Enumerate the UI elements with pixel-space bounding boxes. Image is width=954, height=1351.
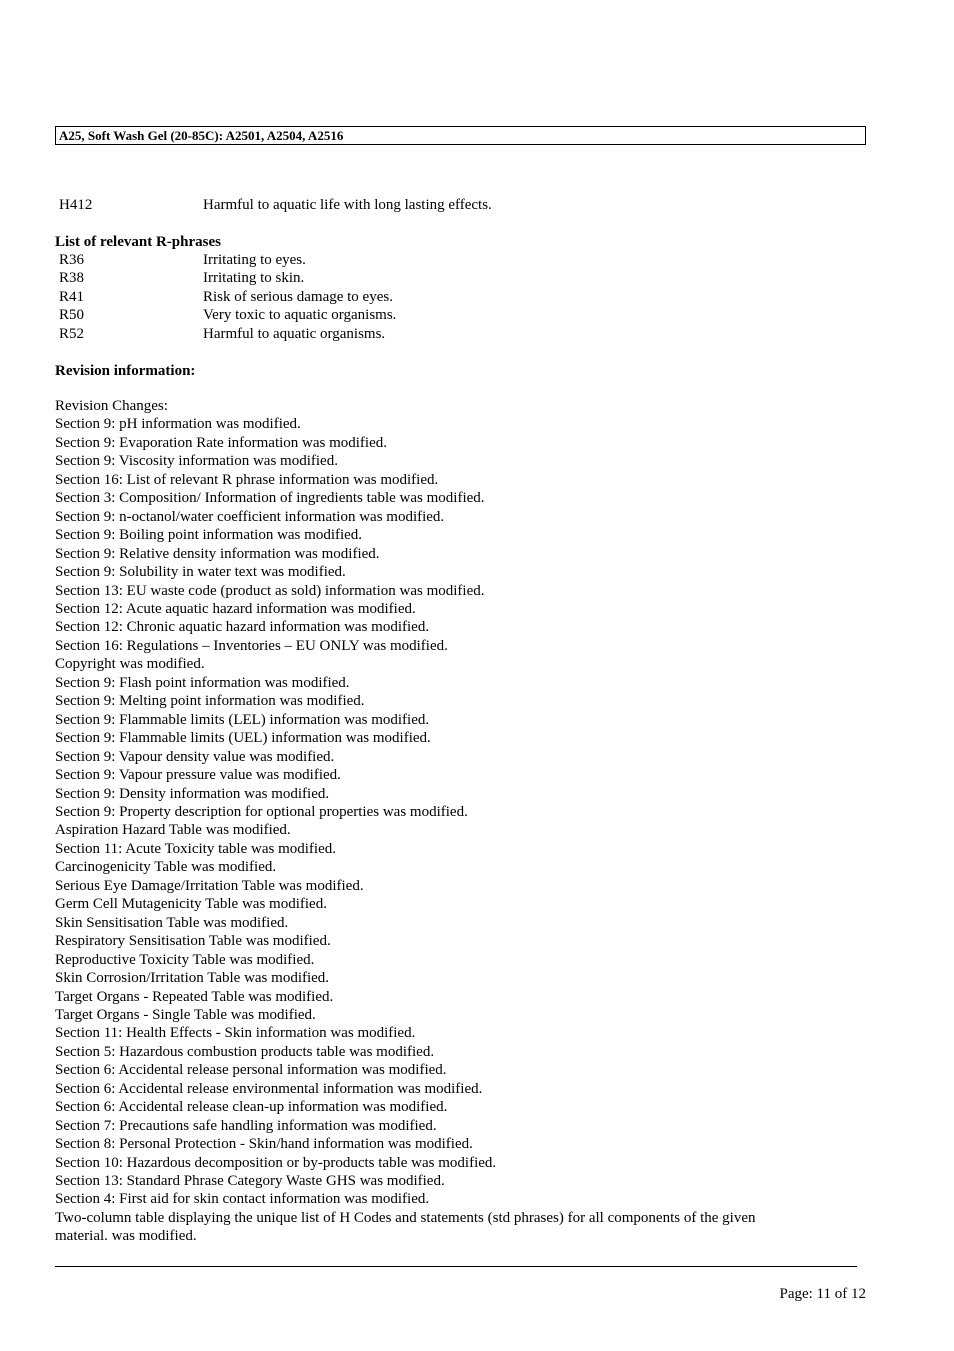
revision-list [55,397,855,1246]
revision-item: Section 16: List of relevant R phrase information was modified. [55,471,439,488]
document-header [55,126,866,145]
revision-item: Revision Changes: [55,398,168,414]
r-phrase-text: Irritating to eyes. [203,252,306,268]
revision-item: Section 9: Evaporation Rate information was modified. [55,434,388,451]
revision-item: Section 9: pH information was modified. [55,416,301,433]
revision-item: Section 16: Regulations – Inventories – EU ONLY was modified. [55,637,448,654]
revision-item: Section 6: Accidental release clean-up information was modified. [55,1099,448,1116]
revision-item: Section 9: Vapour density value was modified. [55,748,335,765]
revision-item: Section 9: Solubility in water text was modified. [55,564,346,581]
r-phrase-text: Very toxic to aquatic organisms. [203,307,397,323]
revision-item: Section 9: Flammable limits (UEL) information was modified. [55,730,431,747]
revision-item: Serious Eye Damage/Irritation Table was modified. [55,877,364,894]
revision-item: Section 11: Acute Toxicity table was modified. [55,840,336,857]
revision-item: Aspiration Hazard Table was modified. [55,822,291,839]
r-phrase-code: R50 [59,307,85,323]
revision-item: Target Organs - Repeated Table was modified. [55,988,334,1005]
r-phrase-code: R52 [59,326,85,342]
h-code: H412 [59,197,93,213]
revision-item: Section 9: Viscosity information was modified. [55,453,338,470]
r-phrase-code: R36 [59,252,85,268]
revision-item: Section 12: Acute aquatic hazard information was modified. [55,600,416,617]
revision-item: Copyright was modified. [55,656,205,673]
revision-item: Section 9: Melting point information was modified. [55,693,365,710]
r-phrase-text: Irritating to skin. [203,270,305,286]
revision-item: Section 7: Precautions safe handling information was modified. [55,1117,437,1134]
revision-item: Section 9: Relative density information was modified. [55,545,380,562]
revision-item: Section 6: Accidental release personal information was modified. [55,1062,447,1079]
revision-item: Section 13: EU waste code (product as sold) information was modified. [55,582,485,599]
revision-item: Target Organs - Single Table was modified. [55,1006,316,1023]
revision-item: Section 9: Vapour pressure value was modified. [55,767,341,784]
r-phrases-heading: List of relevant R-phrases [55,234,221,250]
revision-item: Section 8: Personal Protection - Skin/hand information was modified. [55,1136,473,1153]
page-number: Page: 11 of 12 [779,1286,866,1302]
r-phrase-text: Risk of serious damage to eyes. [203,289,393,305]
revision-item: Carcinogenicity Table was modified. [55,859,277,876]
revision-item: Section 4: First aid for skin contact information was modified. [55,1191,430,1208]
revision-item: Respiratory Sensitisation Table was modified. [55,933,331,950]
document-title: A25, Soft Wash Gel (20-85C): A2501, A2504, A2516 [59,128,344,143]
revision-item: Section 9: Property description for optional properties was modified. [55,803,468,820]
revision-item: Section 6: Accidental release environmental information was modified. [55,1080,483,1097]
revision-item: Section 9: Flash point information was modified. [55,674,350,691]
revision-item: Germ Cell Mutagenicity Table was modified. [55,896,327,913]
revision-item: Section 9: Boiling point information was modified. [55,527,363,544]
revision-item: Skin Corrosion/Irritation Table was modified. [55,970,330,987]
revision-item: Section 5: Hazardous combustion products table was modified. [55,1043,435,1060]
r-phrase-text: Harmful to aquatic organisms. [203,326,386,342]
r-phrase-code: R41 [59,289,85,305]
revision-item: Section 9: n-octanol/water coefficient information was modified. [55,508,445,525]
revision-item: Section 11: Health Effects - Skin information was modified. [55,1025,416,1042]
footer-divider [55,1266,857,1267]
revision-item: Skin Sensitisation Table was modified. [55,914,289,931]
revision-item: Section 10: Hazardous decomposition or by-products table was modified. [55,1154,497,1171]
revision-item: Section 13: Standard Phrase Category Waste GHS was modified. [55,1173,445,1190]
revision-item: Section 12: Chronic aquatic hazard information was modified. [55,619,430,636]
revision-item: Section 9: Flammable limits (LEL) information was modified. [55,711,430,728]
revision-heading: Revision information: [55,363,196,379]
revision-item: Two-column table displaying the unique list of H Codes and statements (std phrases) for all components of the given [55,1209,756,1226]
revision-item: material. was modified. [55,1228,197,1245]
r-phrase-code: R38 [59,270,85,286]
revision-item: Section 3: Composition/ Information of ingredients table was modified. [55,490,485,507]
revision-item: Reproductive Toxicity Table was modified. [55,951,315,968]
h-statement-text: Harmful to aquatic life with long lasting effects. [203,197,492,213]
revision-item: Section 9: Density information was modified. [55,785,330,802]
